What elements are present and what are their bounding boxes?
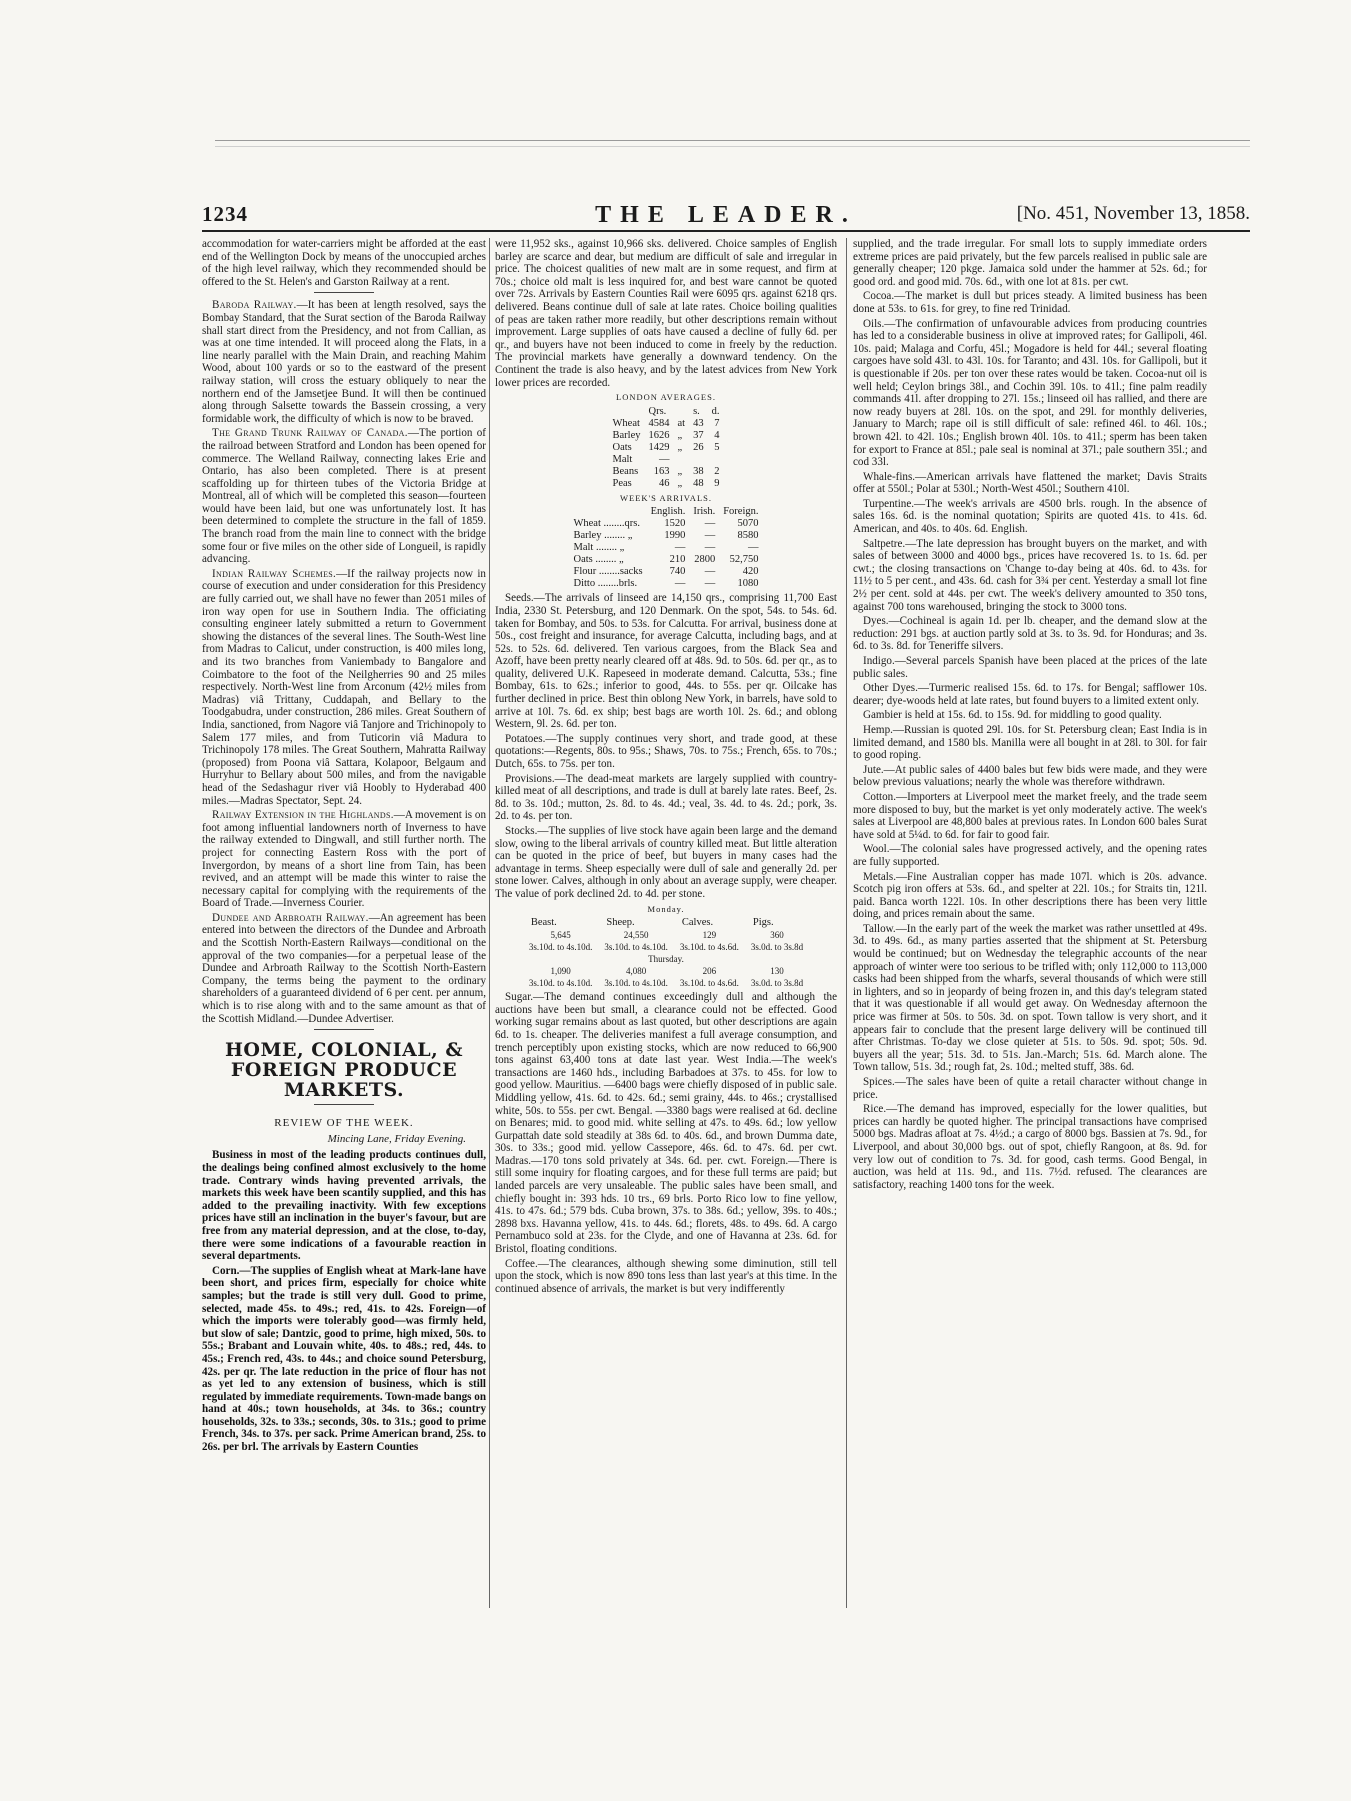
page-number: 1234 (202, 202, 248, 226)
paragraph: Stocks.—The supplies of live stock have again been large and the demand slow, owing to the liberal arrivals of country killed meat. But little alteration can be quoted in the price of beef, but buyers in many cases had the advantage in terms. Sheep especially were dull of sale and generally 2d. per stone lower. Calves, although in only about an average supply, were cheaper. The value of pork declined 2d. to 4d. per stone. (495, 825, 837, 900)
table-cell: — (748, 542, 759, 554)
article-grand-trunk (202, 427, 486, 566)
table-row (523, 941, 809, 953)
table-header: Pigs. (752, 917, 774, 929)
table-row (569, 518, 762, 530)
table-cell: 48 (693, 477, 704, 489)
article-dundee (202, 912, 486, 1025)
table-cell: 210 (669, 554, 686, 566)
paragraph: Other Dyes.—Turmeric realised 15s. 6d. to 17s. for Bengal; safflower 10s. dearer; dye-woods held at late rates, but found buyers to a limited extent only. (853, 682, 1207, 707)
table-row (609, 442, 724, 454)
article-heading: Indian Railway Schemes. (212, 567, 337, 580)
table-title: Monday. (647, 903, 685, 914)
paragraph: supplied, and the trade irregular. For small lots to supply immediate orders extreme prices are paid privately, but the few parcels realised in public sale are generally cheaper; 120 pkge. Jamaica sold under the hammer at 52s. 6d.; for good ord. and good mid. 70s. 6d., with one lot at 81s. per cwt. (853, 238, 1207, 288)
table-cell: 4584 (648, 417, 670, 429)
column-divider (489, 238, 490, 1608)
paragraph: Cocoa.—The market is dull but prices steady. A limited business has been done at 53s. to 61s. for grey, to fine red Trinidad. (853, 290, 1207, 315)
table-cell: 24,550 (623, 930, 649, 941)
table-row (569, 578, 762, 590)
article-text: —The portion of the railroad between Stratford and London has been opened for commerce. The Welland Railway, connecting lakes Erie and Ontario, has also been completed. There is at present scaffolding up for thirteen tubes of the Victoria Bridge at Montreal, all of which will be completed this season—fourteen would have been laid, but one was unfortunately lost. It has been determined to complete the structure in the fall of 1859. The branch road from the main line to connect with the bridge some four or five miles on the other side of Longueil, is rapidly advancing. (202, 427, 486, 566)
table-header: d. (711, 405, 720, 417)
table-header-row (609, 406, 724, 418)
table-cell: 2800 (694, 554, 716, 566)
paragraph: Metals.—Fine Australian copper has made 107l. which is 20s. advance. Scotch pig iron offers at 53s. 6d., and spelter at 22l. 10s.; for Straits tin, 121l. paid. Banca worth 122l. 10s. In other descriptions there has been very little doing, and prices remain about the same. (853, 870, 1207, 921)
weeks-arrivals-table (569, 506, 762, 590)
paragraph: Dyes.—Cochineal is again 1d. per lb. cheaper, and the demand slow at the reduction: 291 bgs. at auction partly sold at 3s. to 3s. 9d. for Honduras; and 3s. 6d. to 3s. 8d. for Teneriffe silvers. (853, 615, 1207, 653)
review-dateline: Mincing Lane, Friday Evening. (327, 1132, 466, 1145)
top-border-rule (215, 140, 1250, 141)
table-cell: Malt ........ „ (573, 542, 625, 554)
article-heading: Dundee and Arbroath Railway. (212, 911, 369, 924)
table-cell: „ (677, 465, 683, 477)
table-cell: at (677, 417, 686, 429)
table-cell: 740 (669, 566, 686, 578)
table-row (569, 530, 762, 542)
table-cell: 206 (702, 966, 717, 977)
paragraph: Tallow.—In the early part of the week the market was rather unsettled at 49s. 3d. to 49s. 6d., as many parties asserted that the shipment at St. Petersburg would be continued; but on Wednesday the telegraphic accounts of the near approach of winter were too serious to be trifled with; only 112,000 to 113,000 casks had been shipped from the wharfs, several thousands of which were still in lighters, and so in jeopardy of being frozen in, and this day's telegram stated that it was questionable if all would get away. On Wednesday afternoon the price was firmer at 50s. to 50s. 3d. on spot. Town tallow is very short, and it appears fair to conclude that the present large delivery will be continued till after Christmas. To-day we close quieter at 51s. to 50s. 9d. spot; 50s. 9d. buyers all the year; 51s. 3d. to 51s. Jan.-March; 51s. 6d. March alone. The Town tallow, 51s. 3d.; rough fat, 2s. 10d.; melted stuff, 38s. 6d. (853, 922, 1207, 1074)
issue-date: [No. 451, November 13, 1858. (1016, 203, 1250, 224)
paragraph: Indigo.—Several parcels Spanish have been placed at the prices of the late public sales. (853, 655, 1207, 680)
table-cell: „ (677, 441, 683, 453)
table-cell: 1520 (664, 518, 686, 530)
paragraph: Corn.—The supplies of English wheat at Mark-lane have been short, and prices firm, especially for choice white samples; but the trade is still very dull. Good to prime, selected, made 45s. to 49s.; red, 41s. to 42s. Foreign—of which the imports were tolerably good—was firmly held, but slow of sale; Dantzic, good to prime, high mixed, 50s. to 55s.; Brabant and Louvain white, 40s. to 48s.; red, 44s. to 45s.; French red, 43s. to 44s.; and choice sound Petersburg, 42s. per qr. The late reduction in the price of flour has not as yet led to any extension of business, which is still regulated by immediate requirements. Town-made bangs on hand at 40s.; town households, at 34s. to 36s.; country households, 32s. to 33s.; seconds, 30s. to 31s.; good to prime French, 34s. to 37s. per sack. Prime American brand, 25s. to 26s. per brl. The arrivals by Eastern Counties (202, 1264, 486, 1454)
column-1 (202, 238, 486, 1456)
table-cell: — (704, 542, 716, 554)
table-cell: 3s.10d. to 4s.10d. (528, 978, 593, 989)
header-rule (202, 230, 1250, 232)
column-divider (846, 238, 847, 1608)
table-cell: 360 (770, 930, 784, 941)
separator-rule (314, 1029, 374, 1030)
table-cell: 3s.10d. to 4s.10d. (604, 978, 668, 989)
table-cell: Barley ........ „ (573, 530, 633, 542)
column-2 (495, 238, 837, 1297)
article-indian-railway (202, 568, 486, 807)
table-title: WEEK'S ARRIVALS. (620, 492, 712, 503)
table-header: Foreign. (723, 506, 759, 518)
table-cell: 26 (693, 441, 704, 453)
table-header: s. (693, 405, 700, 417)
table-cell: 130 (770, 966, 784, 977)
review-title: REVIEW OF THE WEEK. (274, 1117, 414, 1130)
table-cell: 1080 (737, 578, 759, 590)
table-title: LONDON AVERAGES. (616, 392, 716, 403)
table-cell: 7 (714, 417, 720, 429)
article-heading: Baroda Railway. (212, 299, 297, 312)
table-header: Qrs. (648, 405, 667, 417)
article-text: —If the railway projects now in course of execution and under consideration for this Presidency are fully carried out, we shall have no fewer than 2051 miles of iron way open for use in Southern India. The officiating consulting engineer lately submitted a return to Government showing the distances of the several lines. The South-West line from Madras to Calicut, under construction, is 400 miles long, and its two branches from Vaniembady to Bangalore and Coimbatore to the foot of the Neilgherries 90 and 25 miles respectively. North-West line from Arconum (42½ miles from Madras) viâ Trittany, Cuddapah, and Bellary to the Toodgabudra, under construction, 286 miles. Great Southern of India, sanctioned, from Nagore viâ Tanjore and Trichinopoly to Salem 177 miles, and from Tuticorin viâ Madura to Trichinopoly 178 miles. The Great Southern, Mahratta Railway (proposed) from Poona viâ Sattara, Kolapoor, Belgaum and Hurryhur to Bellary about 500 miles, and from the navigable head of the Sedashagur river viâ Hoobly to Hyderabad 400 miles.—Madras Spectator, Sept. 24. (202, 567, 486, 807)
table-cell: 9 (714, 477, 720, 489)
table-cell: Oats (612, 441, 632, 453)
table-cell: 420 (742, 566, 759, 578)
table-header-row (523, 917, 809, 929)
table-cell: 3s.10d. to 4s.6d. (679, 942, 739, 953)
table-row (523, 965, 809, 977)
top-border-rule-2 (215, 146, 1250, 147)
paragraph: Spices.—The sales have been of quite a retail character without change in price. (853, 1076, 1207, 1101)
paragraph: Potatoes.—The supply continues very short, and trade good, at these quotations:—Regents, 80s. to 95s.; Shaws, 70s. to 75s.; French, 65s. to 70s.; Dutch, 65s. to 75s. per ton. (495, 732, 837, 771)
table-row (523, 977, 809, 989)
table-cell: 4,080 (625, 966, 647, 977)
table-cell: 2 (714, 465, 720, 477)
table-cell: 52,750 (729, 554, 759, 566)
paragraph: Turpentine.—The week's arrivals are 4500 brls. rough. In the absence of sales 16s. 6d. is the nominal quotation; Spirits are quoted 41s. to 41s. 6d. American, and 40s. to 40s. 6d. English. (853, 497, 1207, 536)
table-cell: — (704, 530, 716, 542)
table-cell: 129 (702, 930, 717, 941)
article-text: —An agreement has been entered into between the directors of the Dundee and Arbroath and the Scottish North-Eastern Railways—conditional on the approval of the two companies—for a perpetual lease of the Dundee and Arbroath Railway to the Scottish North-Eastern Company, the terms being the payment to the ordinary shareholders of a guaranteed dividend of 6 per cent. per annum, which is to rise along with and to the same amount as that of the Scottish Midland.—Dundee Advertiser. (202, 911, 486, 1025)
article-baroda (202, 299, 486, 425)
table-cell (708, 454, 724, 466)
table-cell: 5,645 (550, 930, 571, 941)
table-header (569, 506, 646, 518)
review-body (202, 1149, 486, 1453)
table-header (609, 406, 645, 418)
paragraph: Seeds.—The arrivals of linseed are 14,150 qrs., comprising 11,700 East India, 2330 St. Petersburg, and 120 Denmark. On the spot, 54s. to 54s. 6d. taken for Bombay, and 50s. to 53s. for Calcutta. For arrival, business done at 50s., cost freight and insurance, for average Calcutta, including bags, and at 52s. to 52s. 6d. delivered. Ten various cargoes, from the Black Sea and Azoff, have been pretty nearly cleared off at 48s. 9d. to 50s. 6d. per qr., as to quality, delivered U.K. Rapeseed in moderate demand. Calcutta, 53s.; fine Bombay, 61s. to 62s.; inferior to good, 44s. to 55s. per qr. Oilcake has further declined in price. Best thin oblong New York, in barrels, have sold to arrive at 10l. 7s. 6d. ex ship; best bags are worth 10l. 2s. 6d.; and oblong Western, 9l. 2s. 6d. per ton. (495, 592, 837, 731)
article-highlands (202, 809, 486, 910)
table-cell: 163 (653, 465, 670, 477)
masthead-title: THE LEADER. (595, 202, 857, 228)
table-row (523, 953, 809, 965)
table-cell: Ditto ........brls. (573, 578, 638, 590)
section-title: HOME, COLONIAL, & FOREIGN PRODUCE MARKETS. (224, 1039, 464, 1102)
table-cell: Flour ........sacks (573, 566, 643, 578)
table-cell: 5 (714, 441, 720, 453)
article-text: —It has been at length resolved, says the Bombay Standard, that the Surat section of the Baroda Railway shall start direct from the Presidency, and not from Callian, as was at one time intended. It will proceed along the Flats, in a line nearly parallel with the Main Drain, and reaching Mahim Wood, about 100 yards or so to the eastward of the present railway station, will cross the estuary obliquely to near the northern end of the Jamsetjee Bund. It will then be continued along through Salsette towards the Bassein crossing, a very formidable work, the difficulty of which is now to be braved. (202, 299, 487, 425)
table-cell: — (704, 578, 716, 590)
separator-rule (314, 1104, 374, 1105)
paragraph: accommodation for water-carriers might be afforded at the east end of the Wellington Dock by means of the unoccupied arches of the high level railway, which they recommended should be offered to the St. Helen's and Garston Railway at a rent. (202, 238, 486, 288)
table-subheading: Thursday. (648, 954, 684, 965)
table-cell: 5070 (737, 518, 759, 530)
paragraph: Business in most of the leading products continues dull, the dealings being confined almost exclusively to the home trade. Contrary winds having prevented arrivals, the markets this week have been scantily supplied, and this has added to the prevailing inactivity. With few exceptions prices have still an inclination in the buyer's favour, but are free from any material depression, and at the close, to-day, there were some indications of a favourable reaction in several departments. (202, 1149, 486, 1263)
paragraph: Hemp.—Russian is quoted 29l. 10s. for St. Petersburg clean; East India is in limited demand, and 1580 bls. Manilla were all bought in at 28l. to 30l. for fair to good roping. (853, 723, 1207, 762)
table-cell: 3s.10d. to 4s.10d. (528, 942, 593, 953)
table-row (609, 430, 724, 442)
paragraph: Coffee.—The clearances, although shewing some diminution, still tell upon the stock, which is now 890 tons less than last year's at this time. In the continued absence of arrivals, the market is but very indifferently (495, 1257, 837, 1295)
table-cell: 3s.0d. to 3s.8d (750, 978, 804, 989)
table-cell: 38 (693, 465, 704, 477)
table-cell: 43 (693, 417, 704, 429)
table-row (609, 454, 724, 466)
table-cell: 1990 (664, 530, 686, 542)
table-row (569, 542, 762, 554)
paragraph: Provisions.—The dead-meat markets are largely supplied with country-killed meat of all descriptions, and trade is dull at barely late rates. Beef, 2s. 8d. to 3s. 10d.; mutton, 2s. 8d. to 4s. 4d.; veal, 3s. 4d. to 4s. 2d.; pork, 3s. 2d. to 4s. per ton. (495, 772, 837, 823)
table-cell: 37 (693, 429, 704, 441)
paragraph: Gambier is held at 15s. 6d. to 15s. 9d. for middling to good quality. (863, 709, 1162, 722)
table-header: Calves. (681, 917, 714, 929)
table-row (609, 478, 724, 490)
table-cell: 3s.0d. to 3s.8d (750, 942, 804, 953)
column-3 (853, 238, 1207, 1193)
table-row (609, 466, 724, 478)
paragraph: Jute.—At public sales of 4400 bales but few bids were made, and they were below previous valuations; nearly the whole was therefore withdrawn. (853, 763, 1207, 789)
table-cell: Peas (612, 477, 632, 489)
table-header: Irish. (693, 506, 716, 518)
article-text: —A movement is on foot among influential landowners north of Inverness to have the railway extended to Dingwall, and still further north. The project for connecting Eastern Ross with the port of Invergordon, by means of a short line from Tain, has been revived, and an attempt will be made this winter to raise the necessary capital for complying with the requirements of the Board of Trade.—Inverness Courier. (202, 809, 486, 910)
table-cell: Wheat ........qrs. (573, 518, 640, 530)
table-cell: 1,090 (550, 966, 571, 977)
article-heading: The Grand Trunk Railway of Canada. (212, 427, 408, 440)
table-header: Beast. (530, 917, 557, 929)
table-row (569, 554, 762, 566)
paragraph: Whale-fins.—American arrivals have flattened the market; Davis Straits offer at 550l.; Polar at 530l.; North-West 450l.; Southern 410l. (853, 470, 1207, 496)
article-heading: Railway Extension in the Highlands. (212, 809, 394, 822)
paragraph: Wool.—The colonial sales have progressed actively, and the opening rates are fully supported. (853, 843, 1207, 868)
table-header: English. (650, 506, 686, 518)
table-cell: Oats ........ „ (573, 554, 624, 566)
table-cell: Malt (612, 453, 633, 465)
table-cell: — (704, 518, 716, 530)
table-cell (689, 454, 708, 466)
paragraph: Oils.—The confirmation of unfavourable advices from producing countries has led to a considerable business in olive at improved rates; for Gallipoli, 46l. 10s. paid; Malaga and Corfu, 45l.; Mogadore is held for 44l.; several floating cargoes have sold 43l. to 43l. 10s. for Taranto; and 43l. 10s. for Gallipoli, but it is questionable if 20s. per ton over these rates would be taken. Cocoa-nut oil is well held; Ceylon brings 38l., and Cochin 39l. 10s. to 41l.; fine palm readily commands 41l. after dropping to 27l. 15s.; linseed oil has rallied, and there are now ready buyers at 28l. 10s. on the spot, and 29l. for monthly deliveries, January to March; rape oil is still difficult of sale: refined 46l. to 46l. 10s.; brown 42l. to 42l. 10s.; English brown 40l. 10s. to 41l.; sperm has been taken for export to France at 85l.; pale seal is nominal at 37l.; pale southern 35l.; and cod 33l. (853, 317, 1207, 469)
table-cell: „ (677, 429, 683, 441)
table-cell: 4 (714, 429, 720, 441)
table-row (569, 566, 762, 578)
table-cell: 46 (659, 477, 670, 489)
table-cell: — (674, 542, 686, 554)
paragraph: Saltpetre.—The late depression has brought buyers on the market, and with sales of between 3000 and 4000 bgs., prices have recovered 1s. to 1s. 6d. per cwt.; the closing transactions on 'Change to-day being at 40s. 6d. to 43s. for 11½ to 5 per cent., and 43s. 6d. cash for 3¾ per cent. Yesterday a small lot fine 2½ per cent. sold at 44s. per cwt. The week's delivery amounted to 350 tons, against 700 tons warehoused, bringing the stock to 3000 tons. (853, 537, 1207, 613)
page-header (202, 202, 1250, 232)
table-cell: Barley (612, 429, 641, 441)
table-cell: „ (677, 477, 683, 489)
paragraph: Cotton.—Importers at Liverpool meet the market freely, and the trade seem more disposed to buy, but the market is yet only moderately active. The week's sales at Liverpool are 48,800 bales at previous rates. In London 600 bales Surat have sold at 5¼d. to 6d. for fair to good fair. (853, 790, 1207, 841)
table-cell: 3s.10d. to 4s.6d. (679, 978, 739, 989)
paragraph: Rice.—The demand has improved, especially for the lower qualities, but prices can hardly be quoted higher. The principal transactions have comprised 5000 bgs. Madras afloat at 7s. 4½d.; a cargo of 8000 bgs. Bassien at 7s. 9d., for Liverpool, and about 30,000 bgs. out of spot, chiefly Rangoon, at 8s. 9d. for very low out of condition to 7s. 3d. for good, cash terms. Good Bengal, in auction, was held at 11s. 9d., and 11s. 7½d. refused. The clearances are satisfactory, reaching 1400 tons for the week. (853, 1103, 1207, 1191)
table-row (523, 929, 809, 941)
paragraph: Sugar.—The demand continues exceedingly dull and although the auctions have been but small, a clearance could not be effected. Good working sugar remains about as last quoted, but other descriptions are again 6d. to 1s. cheaper. The deliveries manifest a full average consumption, and trench perceptibly upon existing stocks, which are now reduced to 66,900 tons against 63,400 tons at date last year. West India.—The week's transactions are 1460 hds., including Barbadoes at 37s. to 45s. for low to good yellow. Mauritius. —6400 bags were chiefly disposed of in public sale. Middling yellow, 41s. 6d. to 42s. 6d.; semi grainy, 44s. to 46s.; crystallised white, 50s. to 55s. per cwt. Bengal. —3380 bags were realised at 6d. decline on Benares; mid. to good mid. white selling at 47s. to 49s. 6d.; low yellow Gurpattah date sold steadily at 38s 6d. to 40s. 6d., and brown Dumma date, 30s. to 33s.; good mid. yellow Cassepore, 46s. 6d. to 47s. 6d. per cwt. Madras.—170 tons sold privately at 34s. 6d. per. cwt. Foreign.—There is still some inquiry for floating cargoes, and for these full terms are paid; but landed parcels are very unsaleable. The public sales have been small, and chiefly bought in: 393 hds. 10 trs., 69 brls. Porto Rico low to fine yellow, 41s. to 47s. 6d.; 579 bds. Cuba brown, 37s. to 38s. 6d.; yellow, 39s. to 40s.; 2898 bxs. Havanna yellow, 41s. to 44s. 6d.; florets, 48s. to 49s. 6d. A cargo Pernambuco sold at 23s. for the Clyde, and one of Havanna at 23s. 6d. for Bristol, floating conditions. (495, 991, 837, 1256)
table-cell: — (659, 453, 670, 465)
table-header-row (569, 506, 762, 518)
paragraph: were 11,952 sks., against 10,966 sks. delivered. Choice samples of English barley are scarce and dear, but medium are difficult of sale and irregular in price. The choicest qualities of new malt are in some request, and firm at 70s.; choice old malt is less inquired for, and best ware cannot be quoted over 72s. Arrivals by Eastern Counties Rail were 6095 qrs. against 6218 qrs. delivered. Beans continue dull of sale at late rates. Choice boiling qualities of peas are taken rather more readily, but other descriptions remain without improvement. Large supplies of oats have caused a decline of fully 6d. per qr., and buyers have not been induced to come in freely by the reduction. The provincial markets have generally a downward tendency. On the Continent the trade is also heavy, and by the latest advices from New York lower prices are recorded. (495, 238, 837, 389)
table-cell: 3s.10d. to 4s.10d. (604, 942, 668, 953)
table-row (609, 418, 724, 430)
table-cell: 8580 (737, 530, 759, 542)
table-cell: Beans (612, 465, 639, 477)
livestock-table (523, 917, 809, 989)
table-cell (674, 454, 690, 466)
table-cell: 1626 (648, 429, 670, 441)
table-cell: Wheat (612, 417, 640, 429)
separator-rule (314, 292, 374, 293)
table-cell: — (674, 578, 686, 590)
table-cell: — (704, 566, 716, 578)
table-header (674, 406, 690, 418)
table-header: Sheep. (606, 917, 635, 929)
london-averages-table (609, 406, 724, 490)
table-cell: 1429 (648, 441, 670, 453)
